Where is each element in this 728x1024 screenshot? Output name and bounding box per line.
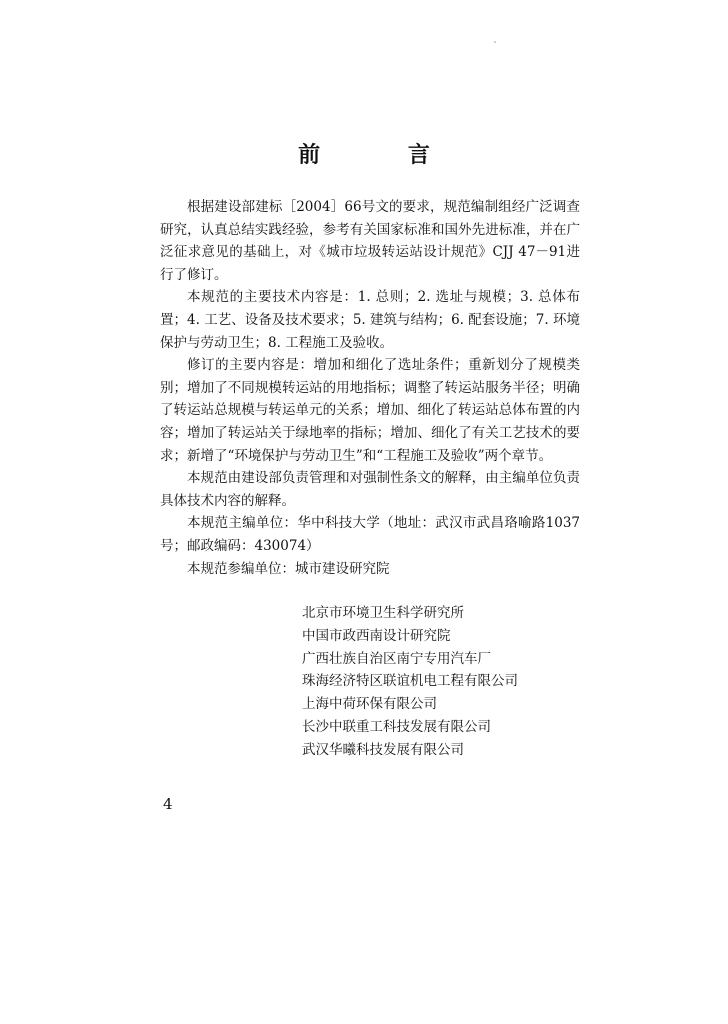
participating-unit: 上海中荷环保有限公司	[302, 696, 437, 713]
participating-units-row	[160, 558, 580, 581]
participating-unit: 广西壮族自治区南宁专用汽车厂	[302, 650, 491, 667]
participating-unit: 城市建设研究院	[295, 560, 390, 577]
participating-units-list	[302, 602, 518, 762]
participating-unit: 珠海经济特区联谊机电工程有限公司	[302, 673, 518, 690]
page-number: 4	[163, 795, 173, 813]
preface-body	[160, 196, 580, 580]
participating-unit: 武汉华曦科技发展有限公司	[302, 741, 464, 758]
paragraph-interpretation: 本规范由建设部负责管理和对强制性条文的解释，由主编单位负责具体技术内容的解释。	[160, 470, 580, 509]
paragraph-technical-content: 本规范的主要技术内容是：1. 总则；2. 选址与规模；3. 总体布置；4. 工艺、设备及技术要求；5. 建筑与结构；6. 配套设施；7. 环境保护与劳动卫生；8. 工程施工及验收。	[160, 289, 580, 351]
participating-units-label: 本规范参编单位：	[187, 560, 295, 577]
participating-unit: 长沙中联重工科技发展有限公司	[302, 718, 491, 735]
paragraph-revision-content: 修订的主要内容是：增加和细化了选址条件；重新划分了规模类别；增加了不同规模转运站的用地指标；调整了转运站服务半径；明确了转运站总规模与转运单元的关系；增加、细化了转运站总体布置的内容；增加了转运站关于绿地率的指标；增加、细化了有关工艺技术的要求；新增了“环境保护与劳动卫生”和“工程施工及验收”两个章节。	[160, 357, 580, 464]
chief-editor-unit: 本规范主编单位：华中科技大学（地址：武汉市武昌珞喻路1037号；邮政编码：430074）	[160, 515, 580, 554]
scan-speck	[494, 41, 496, 43]
participating-unit: 中国市政西南设计研究院	[302, 627, 451, 644]
participating-unit: 北京市环境卫生科学研究所	[302, 605, 464, 621]
paragraph-revision-basis: 根据建设部建标［2004］66号文的要求，规范编制组经广泛调查研究，认真总结实践经验，参考有关国家标准和国外先进标准，并在广泛征求意见的基础上，对《城市垃圾转运站设计规范》CJJ 47－91进行了修订。	[160, 199, 580, 283]
page-title: 前 言	[298, 142, 470, 168]
